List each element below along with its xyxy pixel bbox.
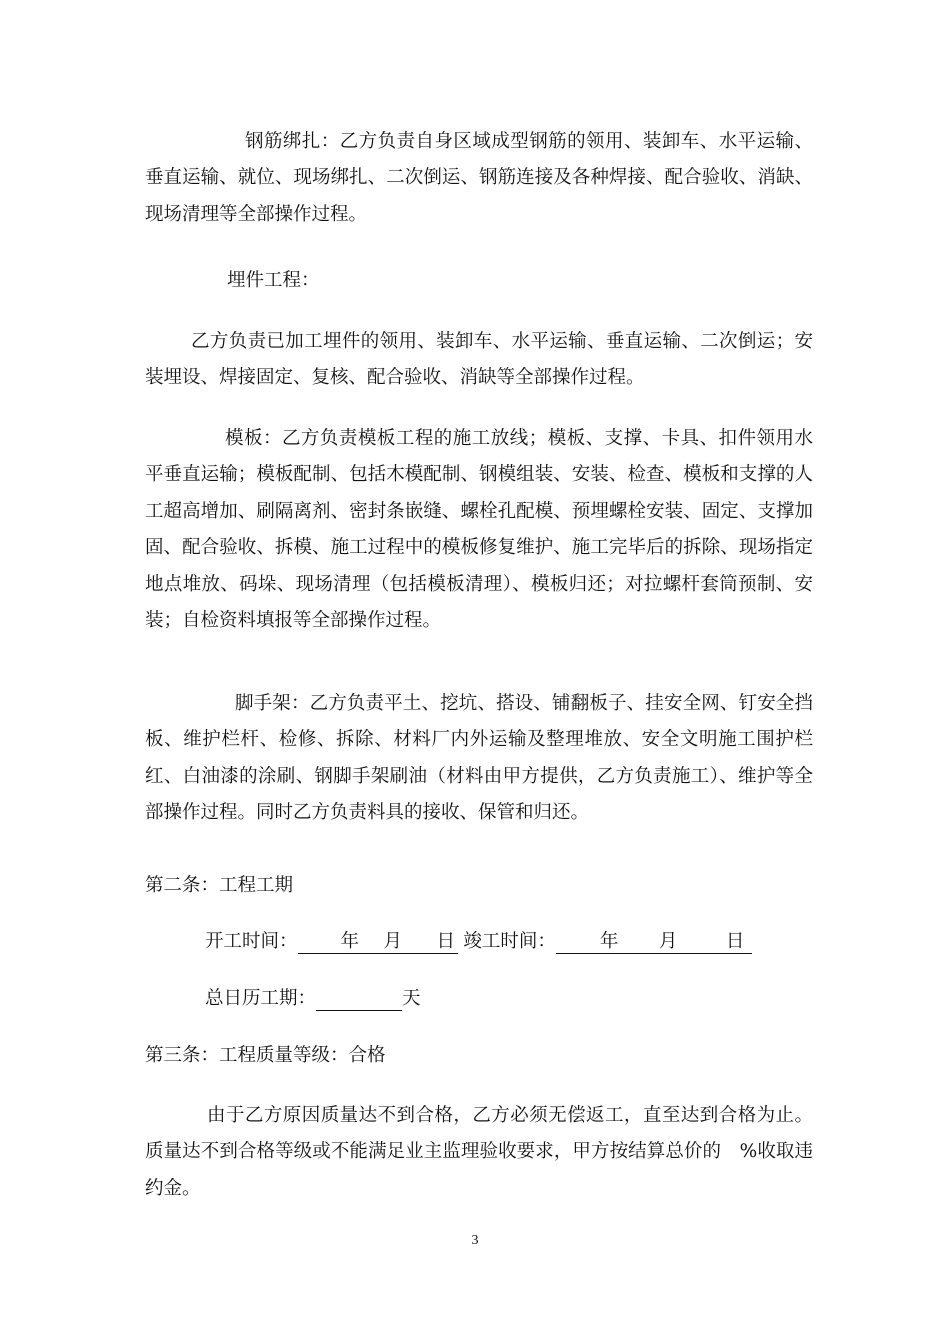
embedded-works-title: 埋件工程： <box>227 270 320 291</box>
end-day-unit: 日 <box>725 931 745 952</box>
embedded-works-paragraph: 乙方负责已加工埋件的领用、装卸车、水平运输、垂直运输、二次倒运；安装埋设、焊接固定、复核、配合验收、消缺等全部操作过程。 <box>145 331 813 389</box>
scaffold-paragraph: 脚手架：乙方负责平土、挖坑、搭设、铺翻板子、挂安全网、钉安全挡板、维护栏杆、检修、拆除、材料厂内外运输及整理堆放、安全文明施工围护栏红、白油漆的涂刷、钢脚手架刷油（材料由甲方提供，乙方负责施工）、维护等全部操作过程。同时乙方负责料具的接收、保管和归还。 <box>145 693 813 824</box>
start-date-field <box>298 933 458 954</box>
end-date-field <box>556 933 752 954</box>
schedule-dates-row <box>205 930 752 954</box>
end-date-label: 竣工时间： <box>463 931 556 952</box>
total-duration-label: 总日历工期： <box>205 988 317 1009</box>
rebar-paragraph: 钢筋绑扎：乙方负责自身区域成型钢筋的领用、装卸车、水平运输、垂直运输、就位、现场绑扎、二次倒运、钢筋连接及各种焊接、配合验收、消缺、现场清理等全部操作过程。 <box>145 131 813 225</box>
article-2-title: 第二条：工程工期 <box>145 875 294 896</box>
quality-paragraph: 由于乙方原因质量达不到合格，乙方必须无偿返工，直至达到合格为止。质量达不到合格等级或不能满足业主监理验收要求，甲方按结算总价的 %收取违约金。 <box>145 1105 813 1199</box>
start-date-label: 开工时间： <box>205 931 298 952</box>
article-3-title: 第三条：工程质量等级：合格 <box>145 1045 386 1066</box>
formwork-paragraph: 模板：乙方负责模板工程的施工放线；模板、支撑、卡具、扣件领用水平垂直运输；模板配制、包括木模配制、钢模组装、安装、检查、模板和支撑的人工超高增加、刷隔离剂、密封条嵌缝、螺栓孔配模、预埋螺栓安装、固定、支撑加固、配合验收、拆模、施工过程中的模板修复维护、施工完毕后的拆除、现场指定地点堆放、码垛、现场清理（包括模板清理）、模板归还；对拉螺杆套筒预制、安装；自检资料填报等全部操作过程。 <box>145 428 813 632</box>
total-duration-row <box>205 987 421 1011</box>
start-day-unit: 日 <box>436 931 456 952</box>
start-month-unit: 月 <box>383 931 403 952</box>
end-month-unit: 月 <box>658 931 678 952</box>
start-year-unit: 年 <box>340 931 360 952</box>
total-duration-field <box>316 990 402 1011</box>
page-number: 3 <box>471 1233 479 1248</box>
days-unit: 天 <box>402 988 421 1009</box>
end-year-unit: 年 <box>599 931 619 952</box>
